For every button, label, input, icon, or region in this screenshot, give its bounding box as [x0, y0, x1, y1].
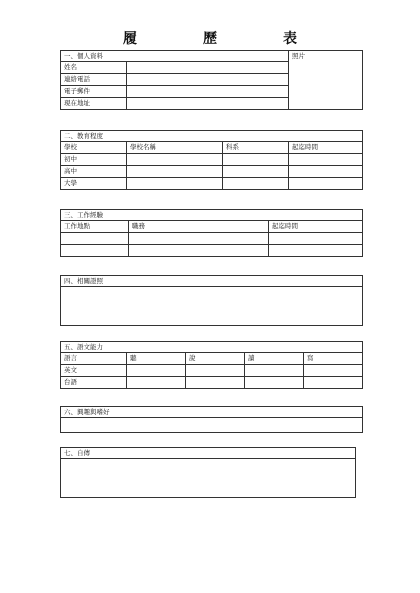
certifications-table [60, 275, 363, 326]
section-heading: 六、興趣與嗜好 [61, 407, 363, 418]
row-label: 初中 [61, 154, 127, 166]
major-cell[interactable] [223, 178, 289, 190]
table-row [61, 166, 363, 178]
language-skills-table [60, 341, 363, 389]
speaking-cell[interactable] [186, 377, 245, 389]
listening-cell[interactable] [127, 377, 186, 389]
school-name-cell[interactable] [127, 166, 223, 178]
column-header: 起迄時間 [269, 221, 363, 233]
email-field[interactable] [127, 86, 289, 98]
position-cell[interactable] [129, 245, 269, 257]
interests-field[interactable] [61, 418, 363, 433]
period-cell[interactable] [289, 166, 363, 178]
writing-cell[interactable] [304, 365, 363, 377]
column-header: 說 [186, 353, 245, 365]
listening-cell[interactable] [127, 365, 186, 377]
column-header: 學校名稱 [127, 142, 223, 154]
autobiography-table [60, 447, 356, 498]
row-label: 英文 [61, 365, 127, 377]
column-header: 讀 [245, 353, 304, 365]
field-label: 電子郵件 [61, 86, 127, 98]
location-cell[interactable] [61, 233, 129, 245]
reading-cell[interactable] [245, 377, 304, 389]
section-heading: 三、工作經驗 [61, 210, 363, 221]
education-table [60, 130, 363, 190]
major-cell[interactable] [223, 154, 289, 166]
school-name-cell[interactable] [127, 178, 223, 190]
column-header: 聽 [127, 353, 186, 365]
period-cell[interactable] [289, 154, 363, 166]
row-label: 高中 [61, 166, 127, 178]
table-row [61, 178, 363, 190]
section-heading: 二、教育程度 [61, 131, 363, 142]
row-label: 大學 [61, 178, 127, 190]
writing-cell[interactable] [304, 377, 363, 389]
period-cell[interactable] [289, 178, 363, 190]
autobiography-field[interactable] [61, 459, 356, 498]
phone-field[interactable] [127, 74, 289, 86]
table-row [61, 233, 363, 245]
reading-cell[interactable] [245, 365, 304, 377]
page-title: 履 歷 表 [123, 31, 323, 47]
personal-info-table [60, 50, 363, 110]
table-row [61, 365, 363, 377]
school-name-cell[interactable] [127, 154, 223, 166]
table-row [61, 154, 363, 166]
period-cell[interactable] [269, 245, 363, 257]
field-label: 連絡電話 [61, 74, 127, 86]
certifications-field[interactable] [61, 287, 363, 326]
interests-table [60, 406, 363, 433]
work-experience-table [60, 209, 363, 257]
photo-box[interactable]: 照片 [289, 51, 363, 110]
column-header: 科系 [223, 142, 289, 154]
section-heading: 五、語文能力 [61, 342, 363, 353]
period-cell[interactable] [269, 233, 363, 245]
column-header: 語言 [61, 353, 127, 365]
row-label: 台語 [61, 377, 127, 389]
column-header: 學校 [61, 142, 127, 154]
speaking-cell[interactable] [186, 365, 245, 377]
section-heading: 一、個人資料 [61, 51, 289, 62]
column-header: 工作地點 [61, 221, 129, 233]
column-header: 寫 [304, 353, 363, 365]
section-heading: 七、自傳 [61, 448, 356, 459]
table-row [61, 245, 363, 257]
table-row [61, 377, 363, 389]
position-cell[interactable] [129, 233, 269, 245]
column-header: 職務 [129, 221, 269, 233]
field-label: 姓名 [61, 62, 127, 74]
section-heading: 四、相關證照 [61, 276, 363, 287]
column-header: 起迄時間 [289, 142, 363, 154]
location-cell[interactable] [61, 245, 129, 257]
address-field[interactable] [127, 98, 289, 110]
major-cell[interactable] [223, 166, 289, 178]
name-field[interactable] [127, 62, 289, 74]
field-label: 現在地址 [61, 98, 127, 110]
